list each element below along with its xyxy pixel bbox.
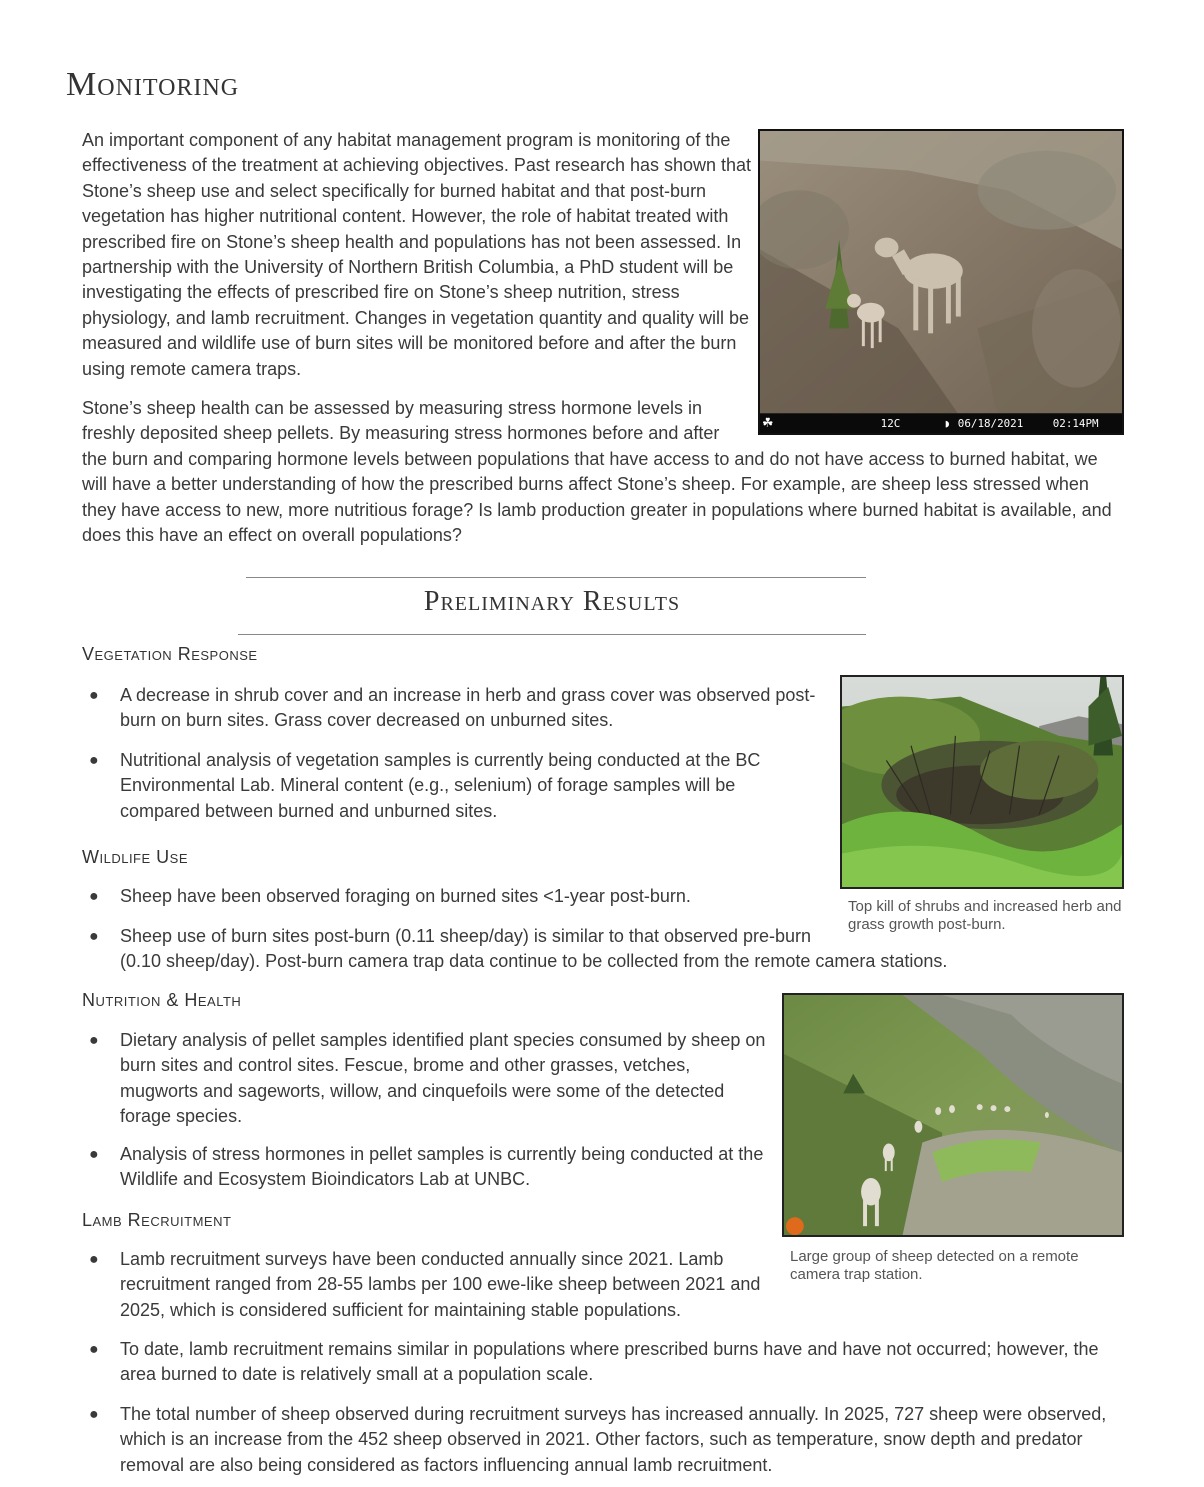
divider-top (246, 577, 866, 578)
list-item (89, 748, 810, 824)
list-item (89, 924, 1110, 975)
bullet-icon: ● (89, 1251, 99, 1268)
monitoring-paragraph-2-text: Stone’s sheep health can be assessed by measuring stress hormone levels in freshly deposited sheep pellets. By measuring stress hormones before and after the burn and comparing hormone levels between populations that have access to and do not have access to burned habitat, we will have a better understanding of how the prescribed burns affect Stone’s sheep. For example, are sheep less stressed when they have access to new, more nutritious forage? Is lamb production greater in populations where burned habitat is available, and does this have an effect on overall populations? (82, 398, 1112, 546)
divider-bottom (238, 634, 866, 635)
camera-trap-photo-sheep (758, 129, 1124, 435)
list-item (89, 1337, 1130, 1388)
list-item (89, 1142, 770, 1193)
text-wrap-spacer (820, 924, 1110, 946)
bullet-text: The total number of sheep observed during recruitment surveys has increased annually. In 2025, 727 sheep were observed, which is an increase from the 452 sheep observed in 2021. Other factors, such as temperature, snow depth and predator removal are also being considered as factors influencing annual lamb recruitment. (120, 1404, 1107, 1475)
bullet-icon: ● (89, 687, 99, 704)
bullet-icon: ● (89, 928, 99, 945)
heading-nutrition-health: Nutrition & Health (82, 990, 242, 1010)
camera-temperature: 12C (880, 417, 901, 431)
bullet-text: Lamb recruitment surveys have been conducted annually since 2021. Lamb recruitment ranged from 28-55 lambs per 100 ewe-like sheep between 2021 and 2025, which is considered sufficient for maintaining stable populations. (120, 1249, 761, 1320)
bullet-text: Sheep have been observed foraging on burned sites <1-year post-burn. (120, 886, 691, 906)
moon-phase-icon: ◗ (943, 417, 951, 431)
bullet-icon: ● (89, 1146, 99, 1163)
camera-logo-icon (786, 1217, 804, 1235)
photo-sheep-group-camera-trap (782, 993, 1124, 1237)
bullet-text: Analysis of stress hormones in pellet samples is currently being conducted at the Wildlife and Ecosystem Bioindicators Lab at UNBC. (120, 1144, 764, 1190)
bullet-icon: ● (89, 1341, 99, 1358)
camera-brand-logo: ☘ (761, 416, 774, 432)
bullet-text: To date, lamb recruitment remains similar in populations where prescribed burns have and have not occurred; however, the area burned to date is relatively small at a population scale. (120, 1339, 1099, 1385)
section-title-results: Preliminary Results (423, 586, 681, 617)
photo-burn-site-vegetation (840, 675, 1124, 889)
bullet-icon: ● (89, 752, 99, 769)
camera-date: 06/18/2021 (957, 417, 1024, 431)
heading-lamb-recruitment: Lamb Recruitment (82, 1210, 232, 1230)
caption-sheep-group-photo: Large group of sheep detected on a remote camera trap station. (790, 1248, 1079, 1283)
monitoring-paragraph-2 (82, 396, 1127, 548)
monitoring-paragraph-1: An important component of any habitat management program is monitoring of the effectiveness of the treatment at achieving objectives. Past research has shown that Stone’s sheep use and select specifically for burned habitat and that post-burn vegetation has higher nutritional content. However, the role of habitat treated with prescribed fire on Stone’s sheep health and populations has not been assessed. In partnership with the University of Northern British Columbia, a PhD student will be investigating the effects of prescribed fire on Stone’s sheep nutrition, stress physiology, and lamb recruitment. Changes in vegetation quantity and quality will be measured and wildlife use of burn sites will be monitored before and after the burn using remote camera traps. (82, 130, 752, 379)
list-item (89, 1028, 770, 1130)
camera-time: 02:14PM (1052, 417, 1099, 431)
bullet-icon: ● (89, 888, 99, 905)
list-item (89, 884, 820, 909)
heading-vegetation-response: Vegetation Response (82, 644, 258, 664)
bullet-icon: ● (89, 1032, 99, 1049)
list-item (89, 1247, 765, 1323)
bullet-text: Sheep use of burn sites post-burn (0.11 sheep/day) is similar to that observed pre-burn (0.10 sheep/day). Post-burn camera trap data continue to be collected from the remote camera stations. (120, 926, 948, 972)
list-item (89, 1402, 1130, 1478)
text-wrap-spacer (735, 396, 1127, 446)
bullet-text: A decrease in shrub cover and an increase in herb and grass cover was observed post-burn on burn sites. Grass cover decreased on unburned sites. (120, 685, 816, 731)
list-item (89, 683, 832, 734)
bullet-icon: ● (89, 1406, 99, 1423)
bullet-text: Dietary analysis of pellet samples identified plant species consumed by sheep on burn sites and control sites. Fescue, brome and other grasses, vetches, mugworts and sageworts, willow, and cinquefoils were some of the detected forage species. (120, 1030, 766, 1127)
caption-vegetation-photo: Top kill of shrubs and increased herb and grass growth post-burn. (848, 898, 1122, 933)
page-title: Monitoring (66, 66, 240, 103)
bullet-text: Nutritional analysis of vegetation samples is currently being conducted at the BC Environmental Lab. Mineral content (e.g., selenium) of forage samples will be compared between burned and unburned sites. (120, 750, 761, 821)
heading-wildlife-use: Wildlife Use (82, 847, 189, 867)
